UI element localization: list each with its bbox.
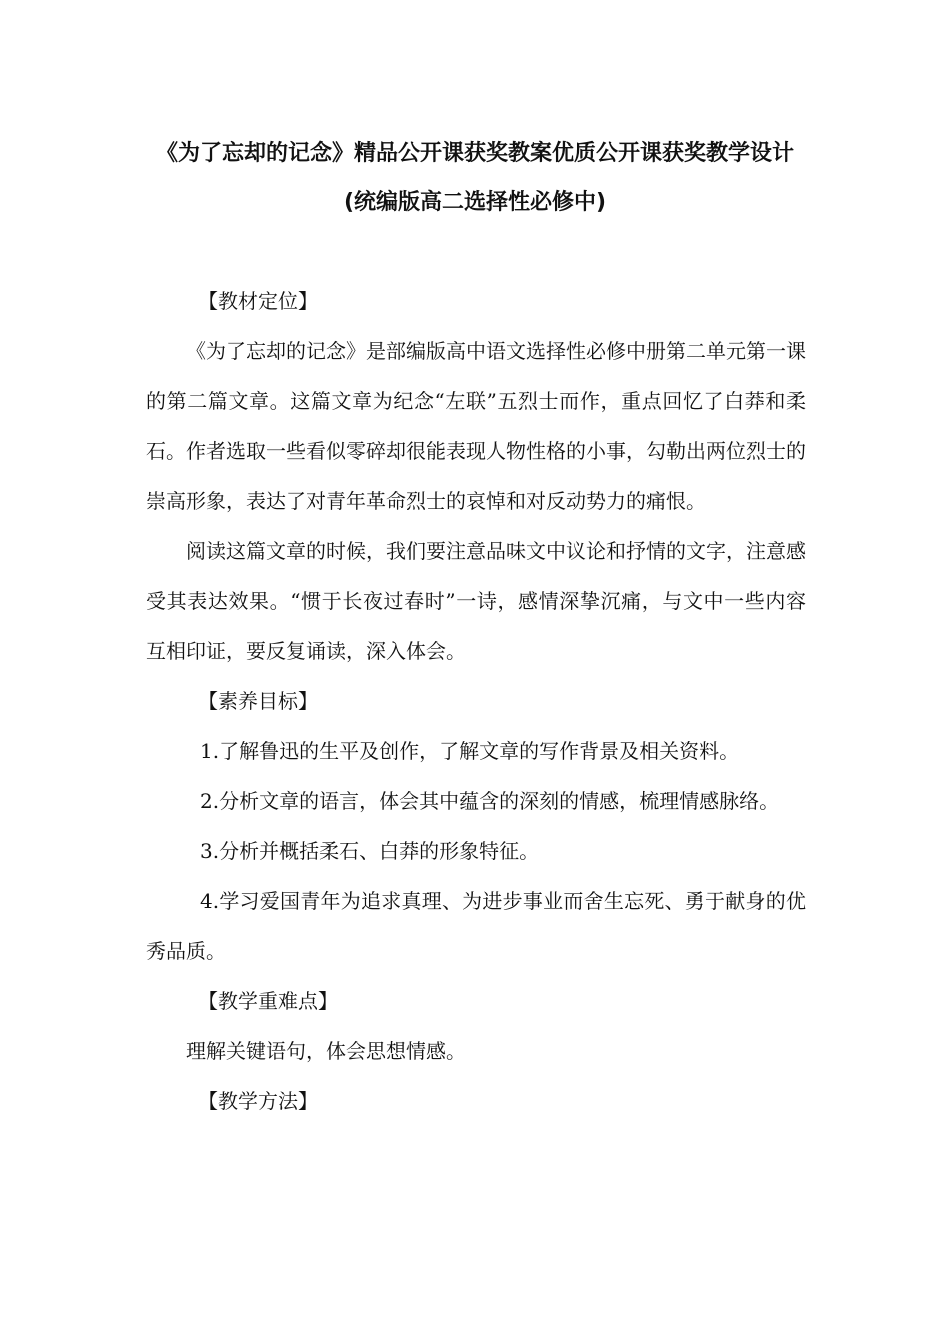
key-points-text: 理解关键语句，体会思想情感。	[186, 1039, 466, 1063]
goal-item-3: 3.分析并概括柔石、白莽的形象特征。	[200, 839, 540, 863]
section-heading-methods: 【教学方法】	[198, 1089, 318, 1113]
document-title: 《为了忘却的记念》精品公开课获奖教案优质公开课获奖教学设计	[155, 141, 794, 166]
document-subtitle: (统编版高二选择性必修中)	[343, 190, 607, 215]
positioning-paragraph-2: 阅读这篇文章的时候，我们要注意品味文中议论和抒情的文字，注意感受其表达效果。“惯于长夜过春时”一诗，感情深挚沉痛，与文中一些内容互相印证，要反复诵读，深入体会。	[146, 539, 806, 663]
document-body	[146, 276, 806, 1126]
goal-item-4: 4.学习爱国青年为追求真理、为进步事业而舍生忘死、勇于献身的优秀品质。	[146, 889, 806, 963]
goal-item-1: 1.了解鲁迅的生平及创作，了解文章的写作背景及相关资料。	[200, 739, 740, 763]
goal-item-2: 2.分析文章的语言，体会其中蕴含的深刻的情感，梳理情感脉络。	[200, 789, 780, 813]
positioning-paragraph-1: 《为了忘却的记念》是部编版高中语文选择性必修中册第二单元第一课的第二篇文章。这篇文章为纪念“左联”五烈士而作，重点回忆了白莽和柔石。作者选取一些看似零碎却很能表现人物性格的小事，勾勒出两位烈士的崇高形象，表达了对青年革命烈士的哀悼和对反动势力的痛恨。	[146, 339, 806, 513]
section-heading-key-points: 【教学重难点】	[198, 989, 338, 1013]
section-heading-goals: 【素养目标】	[198, 689, 318, 713]
section-heading-positioning: 【教材定位】	[198, 289, 318, 313]
